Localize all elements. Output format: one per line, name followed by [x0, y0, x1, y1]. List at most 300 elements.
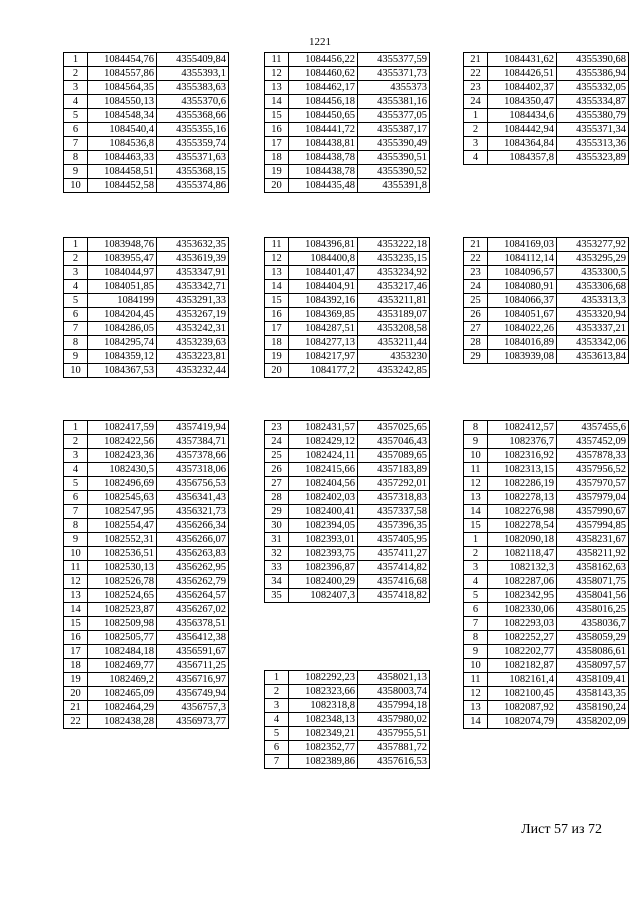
y-coordinate: 4357405,95	[358, 533, 430, 547]
coordinate-table	[63, 420, 229, 729]
point-number: 1	[464, 109, 488, 123]
x-coordinate: 1084434,6	[488, 109, 557, 123]
x-coordinate: 1082074,79	[488, 715, 557, 729]
y-coordinate: 4358071,75	[557, 575, 629, 589]
table-row	[265, 336, 430, 350]
point-number: 9	[464, 645, 488, 659]
table-row	[464, 81, 629, 95]
point-number: 20	[64, 687, 88, 701]
table-row	[464, 659, 629, 673]
y-coordinate: 4358143,35	[557, 687, 629, 701]
x-coordinate: 1084442,94	[488, 123, 557, 137]
y-coordinate: 4357994,85	[557, 519, 629, 533]
y-coordinate: 4353234,92	[358, 266, 430, 280]
table-row	[464, 53, 629, 67]
y-coordinate: 4358190,24	[557, 701, 629, 715]
point-number: 6	[265, 741, 289, 755]
y-coordinate: 4357616,53	[358, 755, 430, 769]
x-coordinate: 1084044,97	[88, 266, 157, 280]
table-row	[464, 449, 629, 463]
y-coordinate: 4358231,67	[557, 533, 629, 547]
table-row	[464, 715, 629, 729]
y-coordinate: 4358059,29	[557, 631, 629, 645]
x-coordinate: 1082394,05	[289, 519, 358, 533]
y-coordinate: 4356412,38	[157, 631, 229, 645]
x-coordinate: 1084016,89	[488, 336, 557, 350]
x-coordinate: 1082407,3	[289, 589, 358, 603]
y-coordinate: 4357396,35	[358, 519, 430, 533]
point-number: 16	[64, 631, 88, 645]
point-number: 16	[265, 308, 289, 322]
point-number: 9	[64, 350, 88, 364]
y-coordinate: 4353632,35	[157, 238, 229, 252]
x-coordinate: 1082202,77	[488, 645, 557, 659]
x-coordinate: 1084277,13	[289, 336, 358, 350]
table-row	[64, 179, 229, 193]
x-coordinate: 1082524,65	[88, 589, 157, 603]
x-coordinate: 1084295,74	[88, 336, 157, 350]
table-row	[464, 645, 629, 659]
point-number: 13	[265, 266, 289, 280]
x-coordinate: 1082554,47	[88, 519, 157, 533]
x-coordinate: 1084369,85	[289, 308, 358, 322]
y-coordinate: 4355332,05	[557, 81, 629, 95]
y-coordinate: 4355390,51	[358, 151, 430, 165]
x-coordinate: 1082352,77	[289, 741, 358, 755]
x-coordinate: 1082505,77	[88, 631, 157, 645]
x-coordinate: 1084364,84	[488, 137, 557, 151]
y-coordinate: 4357979,04	[557, 491, 629, 505]
x-coordinate: 1082349,21	[289, 727, 358, 741]
table-row	[64, 280, 229, 294]
y-coordinate: 4355377,59	[358, 53, 430, 67]
table-row	[265, 123, 430, 137]
table-row	[265, 449, 430, 463]
point-number: 12	[464, 477, 488, 491]
x-coordinate: 1084536,8	[88, 137, 157, 151]
point-number: 6	[64, 123, 88, 137]
x-coordinate: 1084462,17	[289, 81, 358, 95]
table-row	[265, 294, 430, 308]
table-row	[464, 308, 629, 322]
x-coordinate: 1082400,41	[289, 505, 358, 519]
table-row	[265, 165, 430, 179]
x-coordinate: 1082316,92	[488, 449, 557, 463]
x-coordinate: 1084096,57	[488, 266, 557, 280]
y-coordinate: 4353242,85	[358, 364, 430, 378]
point-number: 7	[265, 755, 289, 769]
point-number: 16	[265, 123, 289, 137]
point-number: 8	[64, 336, 88, 350]
x-coordinate: 1082552,31	[88, 533, 157, 547]
y-coordinate: 4355374,86	[157, 179, 229, 193]
point-number: 18	[64, 659, 88, 673]
table-row	[64, 67, 229, 81]
table-row	[265, 322, 430, 336]
table-row	[464, 266, 629, 280]
y-coordinate: 4355390,68	[557, 53, 629, 67]
table-row	[64, 575, 229, 589]
y-coordinate: 4353337,21	[557, 322, 629, 336]
x-coordinate: 1082396,87	[289, 561, 358, 575]
y-coordinate: 4353208,58	[358, 322, 430, 336]
x-coordinate: 1082509,98	[88, 617, 157, 631]
x-coordinate: 1082348,13	[289, 713, 358, 727]
point-number: 3	[64, 266, 88, 280]
table-row	[64, 547, 229, 561]
y-coordinate: 4357292,01	[358, 477, 430, 491]
point-number: 26	[464, 308, 488, 322]
y-coordinate: 4357046,43	[358, 435, 430, 449]
point-number: 14	[464, 715, 488, 729]
table-row	[64, 364, 229, 378]
x-coordinate: 1084460,62	[289, 67, 358, 81]
table-row	[464, 238, 629, 252]
coordinate-table	[63, 52, 229, 193]
table-row	[64, 266, 229, 280]
y-coordinate: 4357318,83	[358, 491, 430, 505]
table-row	[265, 755, 430, 769]
point-number: 12	[464, 687, 488, 701]
y-coordinate: 4353235,15	[358, 252, 430, 266]
y-coordinate: 4355371,73	[358, 67, 430, 81]
table-row	[64, 589, 229, 603]
y-coordinate: 4355368,66	[157, 109, 229, 123]
point-number: 8	[464, 631, 488, 645]
point-number: 1	[64, 238, 88, 252]
point-number: 18	[265, 151, 289, 165]
point-number: 27	[265, 477, 289, 491]
table-row	[464, 463, 629, 477]
point-number: 25	[265, 449, 289, 463]
table-row	[464, 151, 629, 165]
y-coordinate: 4356264,57	[157, 589, 229, 603]
x-coordinate: 1084438,81	[289, 137, 358, 151]
table-row	[464, 701, 629, 715]
x-coordinate: 1082330,06	[488, 603, 557, 617]
point-number: 22	[464, 67, 488, 81]
table-row	[265, 280, 430, 294]
point-number: 28	[265, 491, 289, 505]
point-number: 10	[64, 364, 88, 378]
table-row	[464, 137, 629, 151]
y-coordinate: 4356378,51	[157, 617, 229, 631]
point-number: 1	[265, 671, 289, 685]
table-row	[265, 533, 430, 547]
table-row	[464, 603, 629, 617]
y-coordinate: 4355390,52	[358, 165, 430, 179]
table-row	[464, 252, 629, 266]
table-row	[64, 53, 229, 67]
table-row	[464, 123, 629, 137]
table-row	[265, 685, 430, 699]
point-number: 3	[265, 699, 289, 713]
table-row	[64, 505, 229, 519]
y-coordinate: 4357980,02	[358, 713, 430, 727]
y-coordinate: 4353313,3	[557, 294, 629, 308]
point-number: 33	[265, 561, 289, 575]
x-coordinate: 1082424,11	[289, 449, 358, 463]
table-row	[265, 671, 430, 685]
y-coordinate: 4356711,25	[157, 659, 229, 673]
table-row	[64, 673, 229, 687]
y-coordinate: 4353189,07	[358, 308, 430, 322]
x-coordinate: 1082287,06	[488, 575, 557, 589]
x-coordinate: 1082278,13	[488, 491, 557, 505]
y-coordinate: 4353613,84	[557, 350, 629, 364]
point-number: 15	[64, 617, 88, 631]
point-number: 27	[464, 322, 488, 336]
point-number: 12	[265, 252, 289, 266]
x-coordinate: 1084441,72	[289, 123, 358, 137]
point-number: 20	[265, 364, 289, 378]
table-row	[464, 435, 629, 449]
point-number: 13	[64, 589, 88, 603]
y-coordinate: 4355380,79	[557, 109, 629, 123]
coordinate-table	[264, 420, 430, 603]
x-coordinate: 1084359,12	[88, 350, 157, 364]
point-number: 9	[64, 533, 88, 547]
y-coordinate: 4356266,34	[157, 519, 229, 533]
x-coordinate: 1084456,22	[289, 53, 358, 67]
x-coordinate: 1084435,48	[289, 179, 358, 193]
table-row	[464, 336, 629, 350]
x-coordinate: 1084066,37	[488, 294, 557, 308]
x-coordinate: 1084458,51	[88, 165, 157, 179]
y-coordinate: 4356263,83	[157, 547, 229, 561]
y-coordinate: 4358202,09	[557, 715, 629, 729]
table-row	[64, 701, 229, 715]
table-row	[265, 109, 430, 123]
table-row	[265, 505, 430, 519]
y-coordinate: 4358021,13	[358, 671, 430, 685]
point-number: 24	[265, 435, 289, 449]
x-coordinate: 1082423,36	[88, 449, 157, 463]
point-number: 12	[265, 67, 289, 81]
point-number: 11	[265, 238, 289, 252]
x-coordinate: 1082182,87	[488, 659, 557, 673]
y-coordinate: 4355313,36	[557, 137, 629, 151]
table-row	[265, 741, 430, 755]
x-coordinate: 1084450,65	[289, 109, 358, 123]
y-coordinate: 4357970,57	[557, 477, 629, 491]
table-row	[464, 561, 629, 575]
point-number: 2	[64, 435, 88, 449]
coordinate-table	[463, 52, 629, 165]
table-row	[265, 575, 430, 589]
y-coordinate: 4356341,43	[157, 491, 229, 505]
point-number: 5	[64, 477, 88, 491]
table-row	[464, 109, 629, 123]
y-coordinate: 4357955,51	[358, 727, 430, 741]
point-number: 14	[265, 95, 289, 109]
x-coordinate: 1084357,8	[488, 151, 557, 165]
table-row	[64, 95, 229, 109]
table-row	[265, 137, 430, 151]
table-row	[464, 519, 629, 533]
y-coordinate: 4356591,67	[157, 645, 229, 659]
table-row	[265, 477, 430, 491]
table-row	[265, 238, 430, 252]
point-number: 35	[265, 589, 289, 603]
point-number: 3	[464, 561, 488, 575]
point-number: 25	[464, 294, 488, 308]
y-coordinate: 4355381,16	[358, 95, 430, 109]
x-coordinate: 1084051,85	[88, 280, 157, 294]
y-coordinate: 4355409,84	[157, 53, 229, 67]
x-coordinate: 1082342,95	[488, 589, 557, 603]
x-coordinate: 1082087,92	[488, 701, 557, 715]
table-row	[64, 687, 229, 701]
table-row	[265, 491, 430, 505]
table-row	[464, 322, 629, 336]
table-row	[64, 294, 229, 308]
table-row	[464, 95, 629, 109]
table-row	[265, 151, 430, 165]
table-row	[464, 547, 629, 561]
point-number: 10	[464, 659, 488, 673]
point-number: 6	[464, 603, 488, 617]
table-row	[464, 631, 629, 645]
y-coordinate: 4357878,33	[557, 449, 629, 463]
x-coordinate: 1084112,14	[488, 252, 557, 266]
point-number: 4	[464, 151, 488, 165]
x-coordinate: 1082545,63	[88, 491, 157, 505]
y-coordinate: 4355371,34	[557, 123, 629, 137]
y-coordinate: 4353223,81	[157, 350, 229, 364]
table-row	[265, 53, 430, 67]
x-coordinate: 1084404,91	[289, 280, 358, 294]
point-number: 3	[64, 449, 88, 463]
x-coordinate: 1084199	[88, 294, 157, 308]
point-number: 17	[265, 137, 289, 151]
table-row	[265, 179, 430, 193]
y-coordinate: 4356716,97	[157, 673, 229, 687]
y-coordinate: 4353342,71	[157, 280, 229, 294]
point-number: 10	[64, 547, 88, 561]
table-row	[64, 308, 229, 322]
y-coordinate: 4356973,77	[157, 715, 229, 729]
table-row	[64, 81, 229, 95]
point-number: 1	[464, 533, 488, 547]
point-number: 4	[265, 713, 289, 727]
point-number: 8	[64, 151, 88, 165]
point-number: 6	[64, 491, 88, 505]
x-coordinate: 1084456,18	[289, 95, 358, 109]
x-coordinate: 1084396,81	[289, 238, 358, 252]
point-number: 11	[464, 463, 488, 477]
coordinate-table	[463, 237, 629, 364]
y-coordinate: 4358162,63	[557, 561, 629, 575]
point-number: 11	[64, 561, 88, 575]
x-coordinate: 1082400,29	[289, 575, 358, 589]
point-number: 4	[64, 280, 88, 294]
table-row	[265, 463, 430, 477]
x-coordinate: 1084426,51	[488, 67, 557, 81]
point-number: 2	[64, 67, 88, 81]
point-number: 2	[464, 123, 488, 137]
x-coordinate: 1084392,16	[289, 294, 358, 308]
table-row	[265, 350, 430, 364]
point-number: 7	[64, 137, 88, 151]
point-number: 21	[64, 701, 88, 715]
y-coordinate: 4355387,17	[358, 123, 430, 137]
y-coordinate: 4357411,27	[358, 547, 430, 561]
point-number: 22	[64, 715, 88, 729]
point-number: 9	[64, 165, 88, 179]
table-row	[464, 575, 629, 589]
table-row	[64, 533, 229, 547]
x-coordinate: 1082438,28	[88, 715, 157, 729]
point-number: 12	[64, 575, 88, 589]
x-coordinate: 1082547,95	[88, 505, 157, 519]
y-coordinate: 4355393,1	[157, 67, 229, 81]
point-number: 23	[464, 81, 488, 95]
y-coordinate: 4358041,56	[557, 589, 629, 603]
point-number: 14	[265, 280, 289, 294]
x-coordinate: 1084350,47	[488, 95, 557, 109]
y-coordinate: 4358211,92	[557, 547, 629, 561]
y-coordinate: 4353347,91	[157, 266, 229, 280]
table-row	[64, 350, 229, 364]
point-number: 4	[64, 95, 88, 109]
table-row	[64, 137, 229, 151]
y-coordinate: 4356267,02	[157, 603, 229, 617]
point-number: 1	[64, 421, 88, 435]
y-coordinate: 4357378,66	[157, 449, 229, 463]
point-number: 21	[464, 53, 488, 67]
x-coordinate: 1083955,47	[88, 252, 157, 266]
y-coordinate: 4356262,79	[157, 575, 229, 589]
point-number: 17	[265, 322, 289, 336]
point-number: 24	[464, 280, 488, 294]
table-row	[64, 322, 229, 336]
x-coordinate: 1082100,45	[488, 687, 557, 701]
table-row	[64, 659, 229, 673]
x-coordinate: 1084169,03	[488, 238, 557, 252]
y-coordinate: 4357455,6	[557, 421, 629, 435]
table-row	[265, 547, 430, 561]
point-number: 24	[464, 95, 488, 109]
table-row	[64, 109, 229, 123]
table-row	[464, 477, 629, 491]
x-coordinate: 1082404,56	[289, 477, 358, 491]
x-coordinate: 1082252,27	[488, 631, 557, 645]
table-row	[265, 308, 430, 322]
table-row	[265, 67, 430, 81]
table-row	[265, 81, 430, 95]
x-coordinate: 1084286,05	[88, 322, 157, 336]
y-coordinate: 4353211,81	[358, 294, 430, 308]
point-number: 19	[265, 165, 289, 179]
y-coordinate: 4357337,58	[358, 505, 430, 519]
y-coordinate: 4353619,39	[157, 252, 229, 266]
y-coordinate: 4355368,15	[157, 165, 229, 179]
table-row	[64, 151, 229, 165]
x-coordinate: 1082484,18	[88, 645, 157, 659]
point-number: 28	[464, 336, 488, 350]
point-number: 13	[464, 491, 488, 505]
y-coordinate: 4357994,18	[358, 699, 430, 713]
table-row	[464, 294, 629, 308]
table-row	[265, 713, 430, 727]
table-row	[464, 280, 629, 294]
point-number: 34	[265, 575, 289, 589]
point-number: 10	[64, 179, 88, 193]
x-coordinate: 1084548,34	[88, 109, 157, 123]
y-coordinate: 4355390,49	[358, 137, 430, 151]
point-number: 4	[464, 575, 488, 589]
